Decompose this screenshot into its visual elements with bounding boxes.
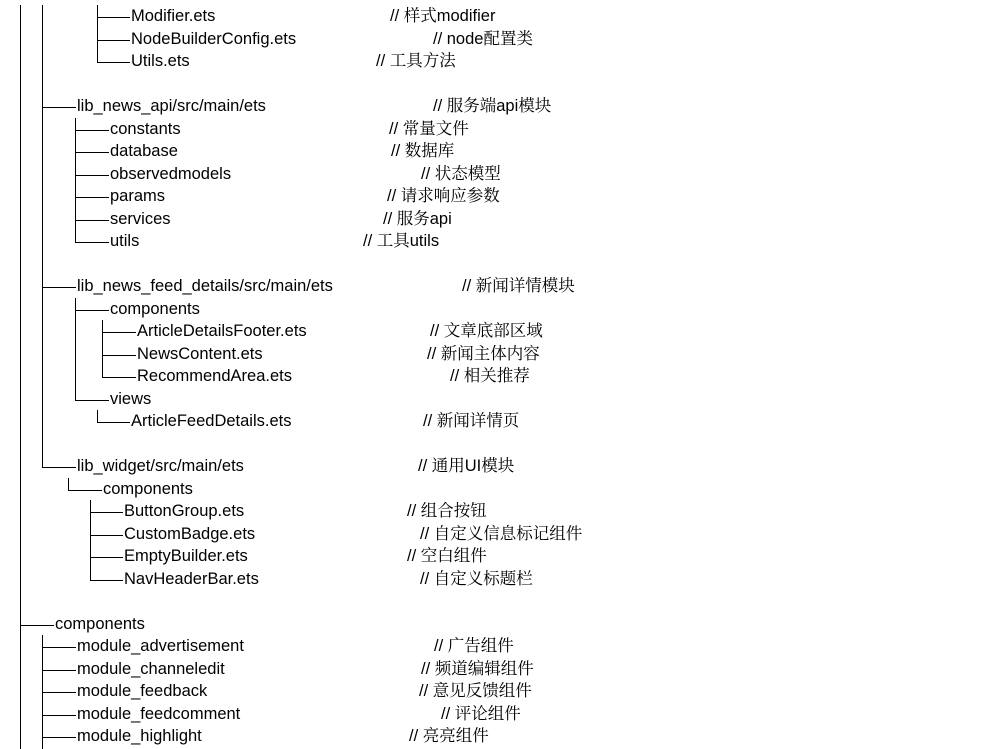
tree-item-name: NodeBuilderConfig.ets [131,29,297,48]
tree-item-comment: // 相关推荐 [450,367,530,385]
tree-branch-connector [75,220,109,221]
tree-pipe [20,208,21,232]
tree-pipe [42,320,43,344]
tree-branch-connector [75,175,109,176]
tree-item-comment: // 意见反馈组件 [419,682,532,700]
tree-item-name: ArticleFeedDetails.ets [131,412,292,430]
tree-branch-stem [75,230,76,242]
tree-pipe [75,343,76,367]
tree-branch-connector [42,107,76,108]
tree-pipe [20,658,21,682]
tree-pipe [20,500,21,524]
tree-branch-connector [42,737,76,738]
tree-item-name: CustomBadge.ets [124,524,256,543]
tree-item-comment: // 服务api [383,209,452,228]
tree-item-name: NewsContent.ets [137,344,263,363]
tree-item-comment: // 请求响应参数 [387,187,500,205]
tree-pipe [42,185,43,209]
tree-pipe [20,163,21,187]
tree-row [0,635,1000,657]
tree-branch-stem [68,478,69,490]
tree-branch-connector [90,557,123,558]
tree-item-name: views [110,389,152,408]
tree-item-name: module_feedback [77,682,208,700]
tree-branch-connector [20,625,54,626]
tree-branch-connector [42,647,76,648]
tree-item-comment: // 样式modifier [390,7,496,25]
tree-branch-connector [90,580,123,581]
tree-row [0,140,1000,162]
tree-pipe [20,590,21,614]
tree-row [0,388,1000,410]
tree-pipe [75,320,76,344]
tree-branch-connector [42,692,76,693]
tree-row [0,50,1000,72]
tree-pipe [20,230,21,254]
tree-pipe [20,568,21,592]
tree-branch-connector [97,40,130,41]
tree-pipe [42,365,43,389]
tree-pipe [20,635,21,659]
tree-row [0,298,1000,320]
tree-pipe [42,5,43,29]
tree-pipe [20,185,21,209]
tree-item-comment: // 通用UI模块 [418,457,515,475]
tree-branch-connector [75,310,109,311]
tree-item-name: Utils.ets [131,52,190,70]
tree-item-comment: // 新闻详情模块 [462,277,575,295]
tree-pipe [42,118,43,142]
tree-item-name: components [110,299,200,318]
tree-item-name: RecommendArea.ets [137,367,292,385]
tree-row [0,725,1000,747]
tree-item-name: EmptyBuilder.ets [124,547,248,565]
tree-item-name: module_feedcomment [77,704,241,723]
tree-item-comment: // 组合按钮 [407,502,487,520]
tree-pipe [42,163,43,187]
tree-row [0,95,1000,117]
tree-row [0,523,1000,545]
tree-item-comment: // 常量文件 [389,119,469,138]
tree-item-name: components [55,614,145,633]
tree-row [0,590,1000,612]
tree-pipe [20,703,21,727]
tree-item-name: module_advertisement [77,637,244,655]
tree-item-name: ArticleDetailsFooter.ets [137,322,307,340]
tree-branch-connector [75,152,109,153]
tree-row [0,185,1000,207]
tree-pipe [42,410,43,434]
tree-item-name: ButtonGroup.ets [124,502,245,520]
tree-branch-connector [97,422,130,423]
tree-pipe [42,50,43,74]
tree-pipe [20,523,21,547]
tree-branch-connector [75,242,109,243]
tree-pipe [75,365,76,389]
tree-row [0,28,1000,50]
tree-row [0,163,1000,185]
tree-item-comment: // 新闻详情页 [423,412,520,430]
tree-branch-connector [75,400,109,401]
tree-pipe [42,343,43,367]
tree-pipe [20,343,21,367]
tree-item-comment: // 频道编辑组件 [421,659,534,678]
tree-row [0,478,1000,500]
tree-branch-connector [90,512,123,513]
tree-pipe [20,298,21,322]
tree-item-comment: // 服务端api模块 [433,97,552,115]
tree-pipe [20,545,21,569]
tree-pipe [20,275,21,299]
tree-row [0,410,1000,432]
tree-branch-stem [97,410,98,422]
tree-item-name: Modifier.ets [131,7,216,25]
tree-row [0,455,1000,477]
tree-pipe [20,433,21,457]
tree-branch-connector [102,377,136,378]
tree-branch-connector [97,62,130,63]
tree-branch-connector [97,17,130,18]
tree-row [0,545,1000,567]
tree-item-name: constants [110,119,181,138]
tree-branch-connector [42,670,76,671]
tree-item-name: components [103,479,193,498]
tree-branch-connector [90,535,123,536]
tree-item-comment: // 状态模型 [421,164,501,183]
tree-branch-connector [102,355,136,356]
tree-item-name: database [110,142,178,160]
tree-branch-connector [102,332,136,333]
tree-item-comment: // 亮亮组件 [409,727,489,745]
tree-item-comment: // 自定义标题栏 [420,569,533,588]
tree-row [0,680,1000,702]
tree-item-comment: // 自定义信息标记组件 [420,524,583,543]
tree-item-comment: // 空白组件 [407,547,487,565]
tree-branch-connector [75,197,109,198]
tree-pipe [42,298,43,322]
tree-pipe [20,95,21,119]
tree-item-comment: // 工具utils [363,232,440,250]
tree-pipe [42,230,43,254]
tree-branch-stem [90,568,91,580]
tree-row [0,365,1000,387]
tree-row [0,658,1000,680]
tree-item-comment: // 文章底部区域 [430,322,543,340]
tree-item-name: params [110,187,166,205]
tree-pipe [20,28,21,52]
tree-row [0,253,1000,275]
tree-branch-connector [42,715,76,716]
tree-item-comment: // 数据库 [391,142,455,160]
tree-item-comment: // 新闻主体内容 [427,344,540,363]
tree-row [0,433,1000,455]
tree-pipe [20,388,21,412]
tree-pipe [20,140,21,164]
tree-pipe [20,118,21,142]
tree-row [0,613,1000,635]
tree-pipe [20,455,21,479]
tree-row [0,230,1000,252]
tree-branch-stem [42,455,43,467]
tree-row [0,568,1000,590]
tree-row [0,275,1000,297]
tree-row [0,320,1000,342]
tree-pipe [20,320,21,344]
tree-pipe [20,5,21,29]
tree-pipe [42,208,43,232]
tree-item-name: module_highlight [77,727,202,745]
tree-pipe [42,388,43,412]
tree-branch-connector [75,130,109,131]
tree-item-name: module_channeledit [77,659,225,678]
tree-row [0,118,1000,140]
tree-item-comment: // 广告组件 [434,637,514,655]
tree-pipe [20,680,21,704]
tree-pipe [42,73,43,97]
tree-pipe [42,28,43,52]
tree-pipe [20,410,21,434]
tree-item-name: services [110,209,171,228]
tree-item-comment: // node配置类 [433,29,533,48]
tree-branch-connector [68,490,102,491]
tree-pipe [20,365,21,389]
tree-row [0,703,1000,725]
tree-item-name: observedmodels [110,164,232,183]
tree-pipe [20,73,21,97]
tree-branch-connector [42,467,76,468]
tree-branch-connector [42,287,76,288]
tree-branch-stem [102,365,103,377]
tree-item-name: utils [110,232,140,250]
tree-item-name: lib_news_feed_details/src/main/ets [77,277,333,295]
tree-item-name: lib_widget/src/main/ets [77,457,244,475]
tree-branch-stem [97,50,98,62]
tree-row [0,5,1000,27]
tree-pipe [20,50,21,74]
tree-pipe [42,253,43,277]
tree-pipe [20,478,21,502]
tree-item-name: lib_news_api/src/main/ets [77,97,266,115]
tree-row [0,343,1000,365]
tree-row [0,208,1000,230]
tree-pipe [20,253,21,277]
tree-row [0,73,1000,95]
tree-branch-stem [75,388,76,400]
tree-pipe [42,433,43,457]
tree-item-comment: // 评论组件 [441,704,521,723]
tree-pipe [42,140,43,164]
tree-item-comment: // 工具方法 [376,52,456,70]
tree-item-name: NavHeaderBar.ets [124,569,259,588]
tree-row [0,500,1000,522]
